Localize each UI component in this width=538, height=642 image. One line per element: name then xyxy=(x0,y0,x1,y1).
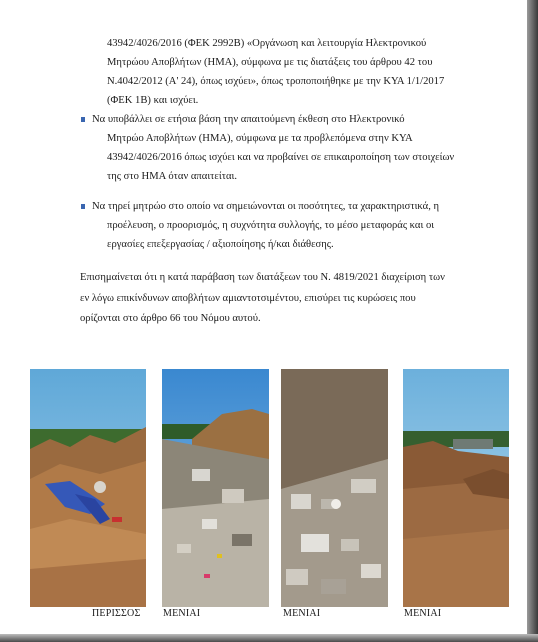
closing-line: Επισημαίνεται ότι η κατά παράβαση των διατάξεων του Ν. 4819/2021 διαχείριση των xyxy=(80,272,445,283)
bullet-line: Να υποβάλλει σε ετήσια βάση την απαιτούμενη έκθεση στο Ηλεκτρονικό xyxy=(92,114,405,125)
site-photo-meniai-1 xyxy=(162,369,269,607)
intro-line: Μητρώου Αποβλήτων (ΗΜΑ), σύμφωνα με τις διατάξεις του άρθρου 42 του xyxy=(107,57,433,68)
intro-line: (ΦΕΚ 1Β) και ισχύει. xyxy=(107,95,199,106)
photo-image xyxy=(281,369,388,607)
bullet-line: προέλευση, ο προορισμός, η συχνότητα συλλογής, το μέσο μεταφοράς και οι xyxy=(107,220,435,231)
closing-paragraph xyxy=(80,268,473,330)
site-photo-meniai-3 xyxy=(403,369,509,607)
intro-line: 43942/4026/2016 (ΦΕΚ 2992Β) «Οργάνωση και λειτουργία Ηλεκτρονικού xyxy=(107,38,427,49)
bullet-icon xyxy=(81,117,85,122)
closing-line: ορίζονται στο άρθρο 66 του Νόμου αυτού. xyxy=(80,313,261,324)
bullet-icon xyxy=(81,204,85,209)
photo-caption: ΜΕΝΙΑΙ xyxy=(163,608,201,619)
bullet-item xyxy=(92,110,482,186)
bullet-line: της στο ΗΜΑ όταν απαιτείται. xyxy=(107,171,238,182)
bullet-item xyxy=(92,197,482,254)
photo-image xyxy=(403,369,509,607)
intro-paragraph xyxy=(79,34,473,110)
bullet-line: Μητρώο Αποβλήτων (ΗΜΑ), σύμφωνα με τα προβλεπόμενα στην ΚΥΑ xyxy=(107,133,413,144)
photo-image xyxy=(30,369,146,607)
site-photo-perissos xyxy=(30,369,146,607)
page-shadow-bottom xyxy=(0,634,538,642)
intro-line: Ν.4042/2012 (Α' 24), όπως ισχύει», όπως τροποποιήθηκε με την ΚΥΑ 1/1/2017 xyxy=(107,76,445,87)
photo-caption: ΠΕΡΙΣΣΟΣ xyxy=(92,608,141,619)
photo-caption: ΜΕΝΙΑΙ xyxy=(283,608,321,619)
bullet-line: Να τηρεί μητρώο στο οποίο να σημειώνονται οι ποσότητες, τα χαρακτηριστικά, η xyxy=(92,201,440,212)
page-shadow-right xyxy=(527,0,538,642)
bullet-line: 43942/4026/2016 όπως ισχύει και να προβαίνει σε επικαιροποίηση των στοιχείων xyxy=(107,152,455,163)
site-photo-meniai-2 xyxy=(281,369,388,607)
photo-caption: ΜΕΝΙΑΙ xyxy=(404,608,442,619)
photo-image xyxy=(162,369,269,607)
closing-line: εν λόγω επικίνδυνων αποβλήτων αμιαντοτσιμέντου, επισύρει τις κυρώσεις που xyxy=(80,292,416,304)
bullet-line: εργασίες επεξεργασίας / αξιοποίησης ή/και διάθεσης. xyxy=(107,239,334,250)
